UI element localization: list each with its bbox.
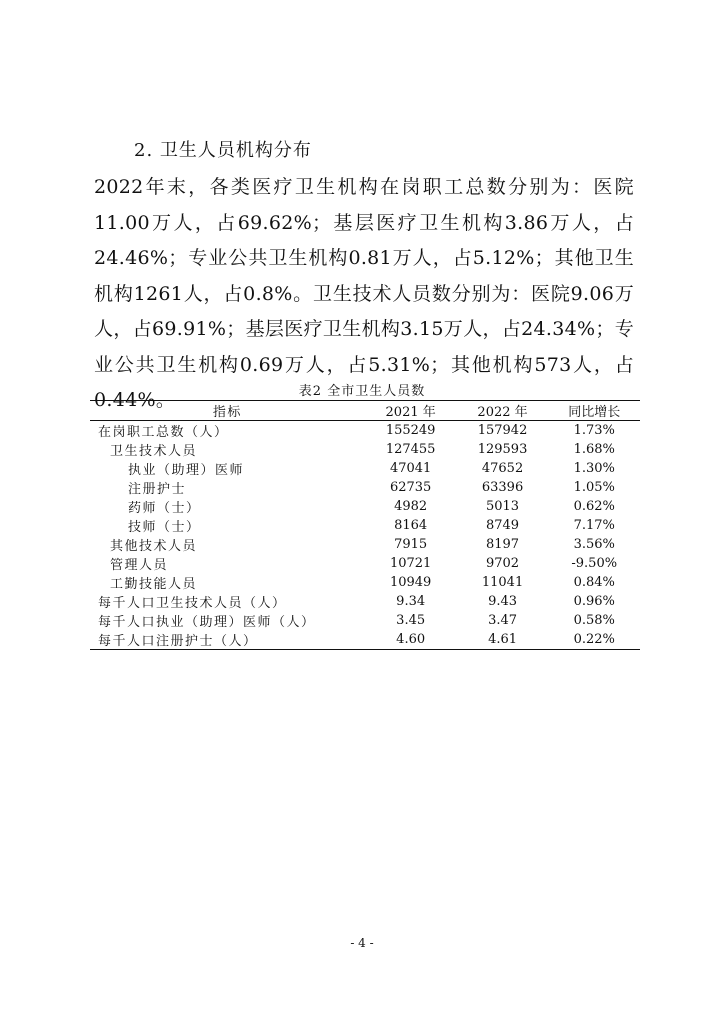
table-row [90, 554, 640, 573]
row-growth: 1.30% [573, 461, 615, 476]
row-value-2021: 155249 [385, 423, 436, 438]
row-value-2022: 129593 [477, 442, 528, 457]
row-growth: 3.56% [573, 537, 615, 552]
header-2021: 2021 年 [385, 405, 436, 420]
row-label: 其他技术人员 [110, 539, 198, 554]
table-row [90, 630, 640, 650]
row-label: 药师（士） [128, 501, 201, 516]
table-row [90, 535, 640, 554]
header-growth: 同比增长 [568, 405, 621, 420]
row-value-2022: 8197 [485, 537, 520, 552]
row-value-2022: 3.47 [488, 613, 518, 628]
row-value-2021: 47041 [389, 461, 432, 476]
row-value-2022: 9702 [485, 556, 520, 571]
header-2022: 2022 年 [477, 405, 528, 420]
row-growth: -9.50% [571, 556, 618, 571]
table-header-row [90, 401, 640, 421]
table-row [90, 421, 640, 441]
row-label: 工勤技能人员 [110, 577, 198, 592]
row-value-2021: 8164 [394, 518, 428, 533]
row-growth: 1.73% [573, 423, 615, 438]
row-growth: 1.05% [573, 480, 615, 495]
row-value-2022: 157942 [477, 423, 528, 438]
row-label: 管理人员 [110, 558, 169, 573]
staff-table [90, 400, 640, 650]
row-value-2022: 4.61 [488, 632, 518, 647]
row-value-2022: 8749 [485, 518, 520, 533]
row-growth: 1.68% [573, 442, 615, 457]
table-row [90, 611, 640, 630]
table-row [90, 497, 640, 516]
row-growth: 0.96% [573, 594, 615, 609]
row-value-2021: 4982 [394, 499, 428, 514]
row-value-2022: 9.43 [488, 594, 518, 609]
table-row [90, 516, 640, 535]
table-row [90, 459, 640, 478]
table-row [90, 478, 640, 497]
row-value-2021: 4.60 [396, 632, 426, 647]
row-label: 执业（助理）医师 [128, 463, 245, 478]
page-number: - 4 - [350, 936, 374, 950]
row-value-2022: 11041 [481, 575, 524, 590]
row-label: 在岗职工总数（人） [98, 425, 229, 440]
row-label: 技师（士） [128, 520, 201, 535]
row-label: 每千人口注册护士（人） [98, 634, 258, 649]
table-caption: 表2 全市卫生人员数 [298, 384, 426, 399]
row-value-2021: 10721 [389, 556, 432, 571]
header-indicator: 指标 [212, 405, 242, 420]
table-row [90, 440, 640, 459]
row-growth: 0.62% [573, 499, 615, 514]
row-value-2022: 47652 [481, 461, 524, 476]
row-value-2021: 10949 [389, 575, 432, 590]
row-value-2021: 3.45 [396, 613, 426, 628]
row-growth: 0.22% [573, 632, 615, 647]
row-value-2022: 5013 [485, 499, 520, 514]
table-row [90, 573, 640, 592]
row-growth: 0.58% [573, 613, 615, 628]
row-growth: 7.17% [573, 518, 615, 533]
body-paragraph: 2022年末，各类医疗卫生机构在岗职工总数分别为：医院11.00万人，占69.62%；基层医疗卫生机构3.86万人，占24.46%；专业公共卫生机构0.81万人，占5.12%；其他卫生机构1261人，占0.8%。卫生技术人员数分别为：医院9.06万人，占69.91%；基层医疗卫生机构3.15万人，占24.34%；专业公共卫生机构0.69万人，占5.31%；其他机构573人，占0.44%。 [94, 176, 634, 411]
row-value-2021: 9.34 [396, 594, 426, 609]
row-label: 每千人口卫生技术人员（人） [98, 596, 287, 611]
row-value-2021: 127455 [385, 442, 436, 457]
row-value-2022: 63396 [481, 480, 524, 495]
row-value-2021: 7915 [394, 537, 428, 552]
row-label: 注册护士 [128, 482, 187, 497]
row-label: 每千人口执业（助理）医师（人） [98, 615, 316, 630]
row-growth: 0.84% [573, 575, 615, 590]
table-row [90, 592, 640, 611]
section-heading: 2. 卫生人员机构分布 [134, 140, 312, 161]
row-label: 卫生技术人员 [110, 444, 198, 459]
row-value-2021: 62735 [389, 480, 432, 495]
